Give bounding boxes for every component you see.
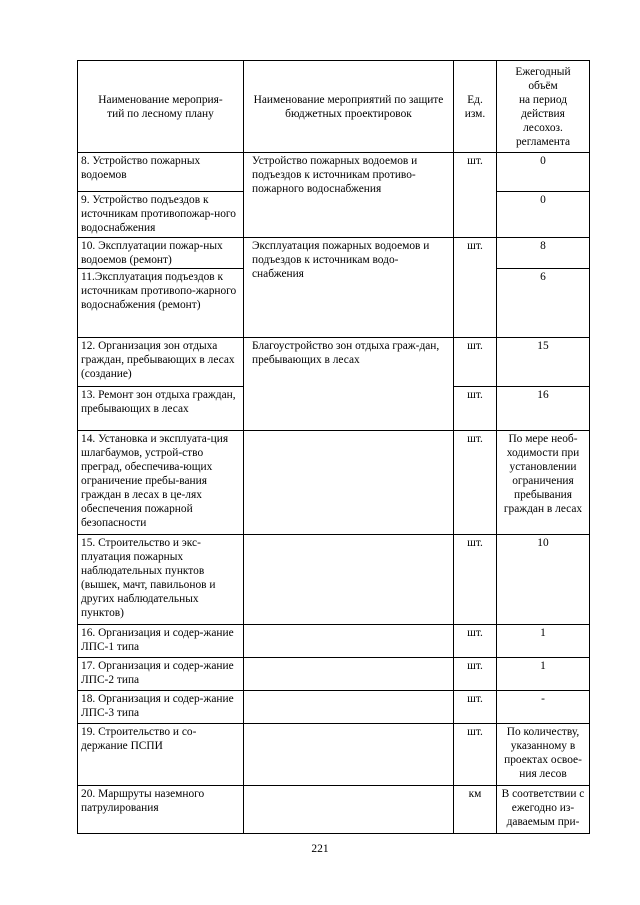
row-value: 0 xyxy=(497,192,590,238)
row-value: - xyxy=(497,691,590,724)
table-row xyxy=(78,238,590,269)
header-annual-volume: Ежегодный объём на период действия лесохоз. регламента xyxy=(497,61,590,153)
row-measure xyxy=(244,658,454,691)
row-name: 19. Строительство и со-держание ПСПИ xyxy=(78,724,244,786)
group-measure: Эксплуатация пожарных водоемов и подъездов к источникам водо-снабжения xyxy=(244,238,454,338)
row-value: 1 xyxy=(497,658,590,691)
row-unit: км xyxy=(454,786,497,834)
row-measure xyxy=(244,625,454,658)
row-unit: шт. xyxy=(454,625,497,658)
row-name: 9. Устройство подъездов к источникам противопожар-ного водоснабжения xyxy=(78,192,244,238)
header-unit: Ед. изм. xyxy=(454,61,497,153)
header-row xyxy=(78,61,590,153)
row-name: 17. Организация и содер-жание ЛПС-2 типа xyxy=(78,658,244,691)
row-name: 14. Установка и эксплуата-ция шлагбаумов, устрой-ство преград, обеспечива-ющих ограничение пребы-вания граждан в лесах в це-лях обеспечения пожарной безопасности xyxy=(78,431,244,535)
row-value: 16 xyxy=(497,387,590,431)
row-unit: шт. xyxy=(454,724,497,786)
page-number: 221 xyxy=(311,843,329,855)
row-value: По количеству, указанному в проектах освое-ния лесов xyxy=(497,724,590,786)
row-name: 13. Ремонт зон отдыха граждан, пребывающих в лесах xyxy=(78,387,244,431)
row-value: 15 xyxy=(497,338,590,387)
row-name: 11.Эксплуатация подъездов к источникам противопо-жарного водоснабжения (ремонт) xyxy=(78,269,244,338)
row-measure xyxy=(244,535,454,625)
table-row xyxy=(78,786,590,834)
row-value: 0 xyxy=(497,153,590,192)
table-row xyxy=(78,153,590,192)
row-measure xyxy=(244,691,454,724)
row-value: 8 xyxy=(497,238,590,269)
row-value: 1 xyxy=(497,625,590,658)
table-row xyxy=(78,691,590,724)
row-name: 15. Строительство и экс-плуатация пожарных наблюдательных пунктов (вышек, мачт, павильонов и других наблюдательных пунктов) xyxy=(78,535,244,625)
row-value: 6 xyxy=(497,269,590,338)
row-unit: шт. xyxy=(454,535,497,625)
forest-measures-table xyxy=(77,60,590,834)
table-row xyxy=(78,431,590,535)
row-value: 10 xyxy=(497,535,590,625)
row-measure xyxy=(244,431,454,535)
row-unit: шт. xyxy=(454,431,497,535)
group-unit: шт. xyxy=(454,238,497,338)
row-measure xyxy=(244,786,454,834)
table-row xyxy=(78,535,590,625)
group-unit: шт. xyxy=(454,153,497,238)
row-unit: шт. xyxy=(454,691,497,724)
table-row xyxy=(78,625,590,658)
group-measure: Устройство пожарных водоемов и подъездов к источникам противо-пожарного водоснабжения xyxy=(244,153,454,238)
row-name: 12. Организация зон отдыха граждан, пребывающих в лесах (создание) xyxy=(78,338,244,387)
row-measure xyxy=(244,724,454,786)
row-name: 18. Организация и содер-жание ЛПС-3 типа xyxy=(78,691,244,724)
row-name: 10. Эксплуатации пожар-ных водоемов (ремонт) xyxy=(78,238,244,269)
row-unit: шт. xyxy=(454,387,497,431)
table-row xyxy=(78,724,590,786)
table-row xyxy=(78,338,590,387)
row-name: 16. Организация и содер-жание ЛПС-1 типа xyxy=(78,625,244,658)
group-measure: Благоустройство зон отдыха граж-дан, пребывающих в лесах xyxy=(244,338,454,431)
row-value: По мере необ-ходимости при установлении ограничения пребывания граждан в лесах xyxy=(497,431,590,535)
row-name: 20. Маршруты наземного патрулирования xyxy=(78,786,244,834)
row-unit: шт. xyxy=(454,658,497,691)
table-row xyxy=(78,658,590,691)
header-forest-plan: Наименование мероприя- тий по лесному плану xyxy=(78,61,244,153)
group-unit: шт. xyxy=(454,338,497,387)
row-value: В соответствии с ежегодно из-даваемым при- xyxy=(497,786,590,834)
header-budget-measure: Наименование мероприятий по защите бюджетных проектировок xyxy=(244,61,454,153)
row-name: 8. Устройство пожарных водоемов xyxy=(78,153,244,192)
